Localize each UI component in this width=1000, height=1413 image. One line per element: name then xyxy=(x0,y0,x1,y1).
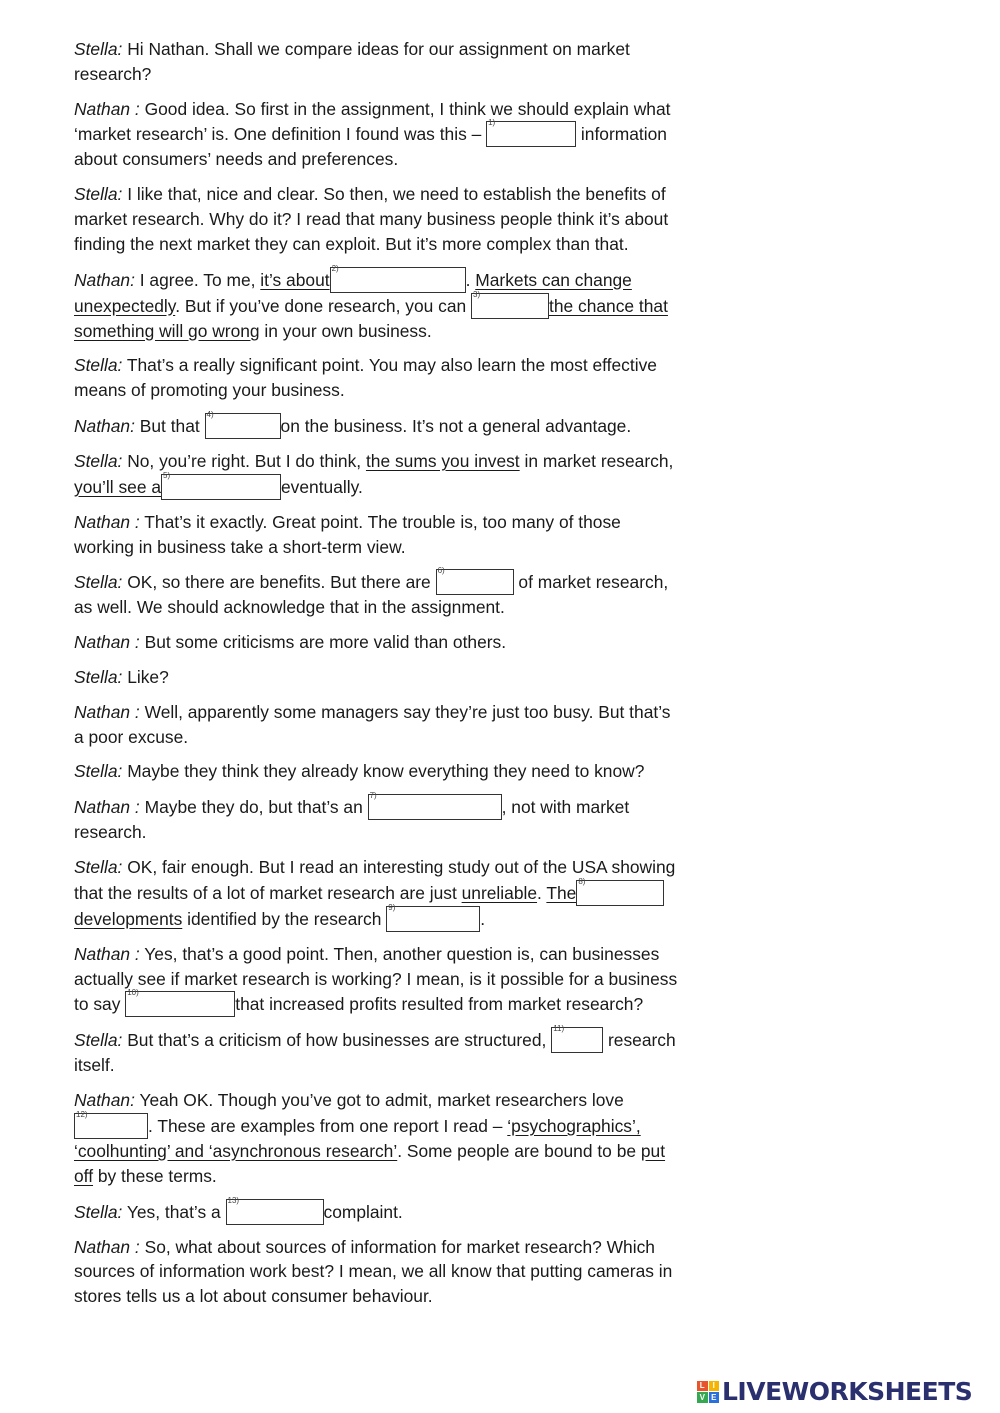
speaker-label: Nathan : xyxy=(74,701,140,722)
underlined-text: ‘psychographics’, ‘coolhunting’ and ‘asynchronous research’ xyxy=(74,1115,641,1161)
dialogue-line-7 xyxy=(74,449,684,500)
dialogue-line-3 xyxy=(74,182,684,256)
dialogue-line-16 xyxy=(74,942,684,1018)
line-text: of market research, as well. We should acknowledge that in the assignment. xyxy=(74,572,669,618)
blank-number: 10) xyxy=(127,988,139,998)
answer-blank-13[interactable] xyxy=(226,1195,324,1225)
line-text: So, what about sources of information for market research? Which sources of information work best? I mean, we all know that putting cameras in stores tells us a lot about consumer behaviour. xyxy=(74,1236,673,1307)
blank-number: 7) xyxy=(369,791,377,801)
speaker-label: Nathan: xyxy=(74,269,135,290)
line-text: eventually. xyxy=(281,476,363,497)
underlined-text: unreliable xyxy=(461,882,538,903)
speaker-label: Stella: xyxy=(74,450,123,471)
line-text: Hi Nathan. Shall we compare ideas for our assignment on market research? xyxy=(74,39,630,84)
answer-blank-2[interactable] xyxy=(330,263,466,293)
logo-text: LIVEWORKSHEETS xyxy=(722,1377,973,1406)
answer-blank-12[interactable] xyxy=(74,1109,148,1139)
speaker-label: Nathan : xyxy=(74,632,140,653)
dialogue-line-4 xyxy=(74,263,684,344)
line-text: But that xyxy=(139,415,205,436)
answer-blank-8[interactable] xyxy=(576,876,664,906)
speaker-label: Stella: xyxy=(74,1201,123,1222)
speaker-label: Stella: xyxy=(74,572,123,593)
line-text: I like that, nice and clear. So then, we need to establish the benefits of market research. Why do it? I read that many business people think it’s about finding the next market they can exploit. But it’s more complex than that. xyxy=(74,184,669,254)
logo-cell: L xyxy=(697,1381,708,1392)
line-text: by these terms. xyxy=(93,1165,217,1186)
line-text: I agree. To me, xyxy=(139,269,261,290)
blank-number: 6) xyxy=(437,566,445,576)
logo-cell: I xyxy=(709,1381,720,1392)
line-text: OK, fair enough. But I read an interesting study out of the USA showing that the results of a lot of market research are just xyxy=(74,856,676,903)
speaker-label: Nathan: xyxy=(74,1090,135,1111)
line-text: No, you’re right. But I do think, xyxy=(127,450,366,471)
dialogue-line-14 xyxy=(74,791,684,845)
speaker-label: Nathan : xyxy=(74,797,140,818)
logo-cell: E xyxy=(709,1392,720,1403)
dialogue-line-10 xyxy=(74,630,684,655)
blank-number: 3) xyxy=(473,289,481,299)
underlined-text: you’ll see a xyxy=(74,476,162,497)
dialogue-line-8 xyxy=(74,510,684,560)
answer-blank-9[interactable] xyxy=(386,902,480,932)
speaker-label: Nathan: xyxy=(74,415,135,436)
line-text: Good idea. So first in the assignment, I think we should explain what ‘market research’ is. One definition I found was this – xyxy=(74,98,671,145)
line-text: identified by the research xyxy=(182,908,387,929)
underlined-text: it’s about xyxy=(260,269,330,290)
worksheet-dialogue xyxy=(74,37,684,1319)
blank-number: 5) xyxy=(163,470,171,480)
line-text: research itself. xyxy=(74,1030,676,1076)
line-text: Like? xyxy=(127,666,169,687)
line-text: Yeah OK. Though you’ve got to admit, market researchers love xyxy=(139,1090,624,1111)
dialogue-line-17 xyxy=(74,1024,684,1078)
line-text: . xyxy=(480,908,486,929)
dialogue-line-19 xyxy=(74,1195,684,1225)
line-text: Maybe they do, but that’s an xyxy=(144,797,368,818)
answer-blank-4[interactable] xyxy=(205,409,281,439)
dialogue-line-18 xyxy=(74,1088,684,1188)
speaker-label: Stella: xyxy=(74,666,123,687)
underlined-text: the chance that something will go wrong xyxy=(74,295,668,341)
dialogue-line-13 xyxy=(74,759,684,784)
blank-number: 13) xyxy=(227,1195,240,1205)
line-text: . Some people are bound to be xyxy=(397,1140,641,1161)
blank-number: 9) xyxy=(388,902,396,912)
speaker-label: Nathan : xyxy=(74,943,140,964)
dialogue-line-5 xyxy=(74,353,684,403)
answer-blank-11[interactable] xyxy=(551,1024,603,1053)
speaker-label: Stella: xyxy=(74,761,123,782)
line-text: That’s it exactly. Great point. The trouble is, too many of those working in business take a short-term view. xyxy=(74,511,621,557)
speaker-label: Nathan : xyxy=(74,511,140,532)
line-text: Well, apparently some managers say they’re just too busy. But that’s a poor excuse. xyxy=(74,701,671,747)
speaker-label: Stella: xyxy=(74,856,123,877)
line-text: Maybe they think they already know everything they need to know? xyxy=(127,761,645,782)
underlined-text: Markets can change unexpectedly xyxy=(74,269,632,316)
line-text: complaint. xyxy=(323,1201,403,1222)
dialogue-line-2 xyxy=(74,97,684,173)
speaker-label: Stella: xyxy=(74,184,123,205)
line-text: , not with market research. xyxy=(74,797,630,843)
speaker-label: Stella: xyxy=(74,355,123,376)
line-text: in your own business. xyxy=(259,320,432,341)
answer-blank-6[interactable] xyxy=(436,566,514,595)
blank-number: 2) xyxy=(331,263,339,273)
dialogue-line-1 xyxy=(74,37,684,87)
speaker-label: Stella: xyxy=(74,1030,123,1051)
underlined-text: the sums you invest xyxy=(365,450,520,471)
dialogue-line-6 xyxy=(74,409,684,439)
answer-blank-3[interactable] xyxy=(471,289,549,319)
dialogue-line-9 xyxy=(74,566,684,620)
dialogue-line-12 xyxy=(74,700,684,750)
blank-number: 12) xyxy=(76,1109,88,1119)
line-text: in market research, xyxy=(519,450,674,471)
line-text: Yes, that’s a good point. Then, another question is, can businesses actually see if market research is working? I mean, is it possible for a business to say xyxy=(74,943,678,1015)
dialogue-line-11 xyxy=(74,665,684,690)
logo-cell: V xyxy=(697,1392,708,1403)
line-text: That’s a really significant point. You may also learn the most effective means of promoting your business. xyxy=(74,355,657,401)
underlined-text: put off xyxy=(74,1140,666,1186)
line-text: . xyxy=(537,882,547,903)
line-text: . These are examples from one report I read – xyxy=(148,1115,508,1136)
dialogue-line-20 xyxy=(74,1235,684,1309)
underlined-text: The xyxy=(546,882,577,903)
underlined-text: developments xyxy=(74,908,183,929)
blank-number: 4) xyxy=(206,409,214,419)
line-text: OK, so there are benefits. But there are xyxy=(127,572,436,593)
blank-number: 1) xyxy=(488,118,496,128)
answer-blank-5[interactable] xyxy=(161,470,281,500)
line-text: Yes, that’s a xyxy=(126,1201,226,1222)
blank-number: 11) xyxy=(553,1024,565,1034)
answer-blank-10[interactable] xyxy=(125,988,235,1017)
line-text: . But if you’ve done research, you can xyxy=(175,295,472,316)
speaker-label: Nathan : xyxy=(74,98,140,119)
blank-number: 8) xyxy=(578,876,586,886)
line-text: information about consumers’ needs and preferences. xyxy=(74,124,667,170)
answer-blank-1[interactable] xyxy=(486,118,576,147)
line-text: But that’s a criticism of how businesses are structured, xyxy=(127,1030,552,1051)
line-text: that increased profits resulted from market research? xyxy=(235,994,644,1015)
line-text: . xyxy=(465,269,476,290)
speaker-label: Stella: xyxy=(74,39,123,59)
liveworksheets-logo xyxy=(697,1377,972,1406)
dialogue-line-15 xyxy=(74,855,684,932)
line-text: on the business. It’s not a general advantage. xyxy=(280,415,632,436)
logo-mark-icon xyxy=(697,1381,719,1403)
speaker-label: Nathan : xyxy=(74,1236,140,1257)
line-text: But some criticisms are more valid than others. xyxy=(144,632,507,653)
answer-blank-7[interactable] xyxy=(368,791,502,820)
